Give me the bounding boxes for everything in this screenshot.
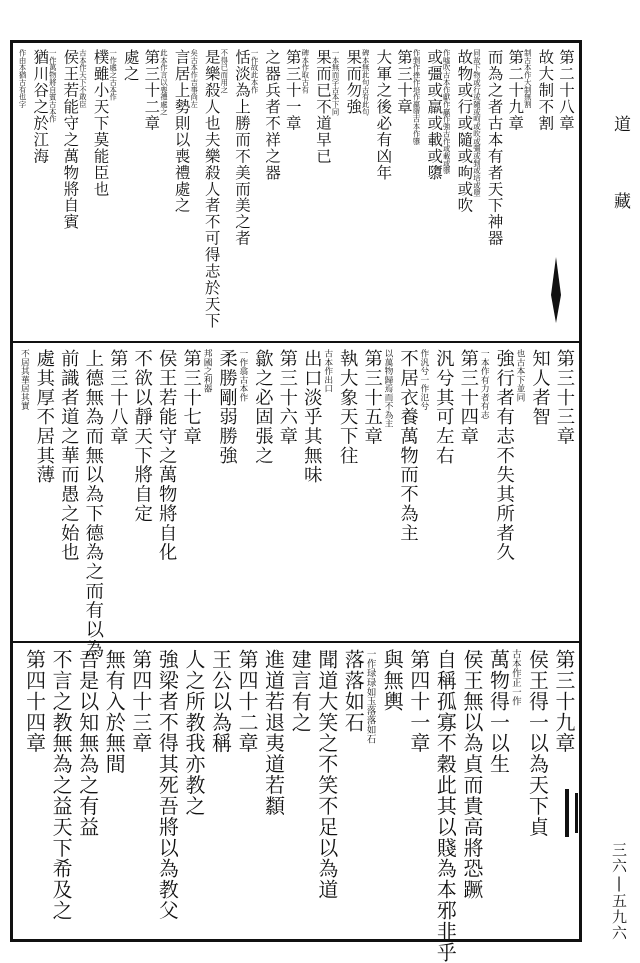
annotation-column: 一本作有力者有志: [479, 349, 490, 419]
chapter-heading: 第四十三章: [128, 649, 152, 754]
text-column: 自稱孤寡不穀此其以賤為本邪非乎: [433, 649, 457, 963]
annotation-column: 作噓吹古本作獻作贏作強古作或載或隳: [442, 49, 452, 175]
text-column: 故大制不割: [536, 49, 555, 132]
annotation-column: 矣古本作吉事尚左: [190, 49, 200, 108]
annotation-column: 制古本作大制無割: [523, 49, 533, 108]
annotation-column: 作剉作挫作培作羸墮古本作隳: [412, 49, 422, 145]
text-column: 與無輿: [380, 649, 404, 712]
annotation-column: 一作琭琭如玉落落如石: [364, 649, 376, 744]
annotation-column: 古本作天下不敢臣: [78, 49, 88, 108]
text-column: 汎兮其可左右: [433, 349, 455, 466]
annotation-column: 古本作正一作: [509, 649, 521, 706]
text-column: 不言之教無為之益天下希及之: [49, 649, 73, 921]
text-column: 萬物得一以生: [486, 649, 510, 775]
text-column: 不居衣養萬物而不為主: [397, 349, 419, 543]
text-column: 王公以為稱: [208, 649, 232, 754]
text-column: 歙之必固張之: [252, 349, 274, 466]
decorative-flourish-icon: [547, 255, 565, 325]
annotation-column: 古本作出口: [322, 349, 333, 393]
annotation-column: 此本作言以喪禮處之: [159, 49, 169, 116]
chapter-heading: 第三十七章: [180, 349, 202, 446]
page-number: 三六|五九六: [610, 842, 628, 941]
chapter-heading: 第三十八章: [107, 349, 129, 446]
text-column: 恬淡為上勝而不美而美之者: [232, 49, 251, 247]
chapter-heading: 第三十一章: [283, 49, 302, 132]
page-frame: [10, 40, 582, 963]
chapter-heading: 第三十九章: [551, 649, 575, 754]
annotation-column: 作汎兮一作氾兮: [418, 349, 429, 411]
text-column: 執大象天下往: [337, 349, 359, 466]
text-column: 侯王得一以為天下貞: [525, 649, 549, 838]
annotation-column: 一作故此本作: [250, 49, 260, 94]
book-title: 道 藏: [610, 115, 630, 229]
annotation-column: 以萬物歸焉而不為主: [383, 349, 394, 428]
text-column: 上德無為而無以為下德為之而有以為: [82, 349, 104, 659]
chapter-heading: 第三十章: [394, 49, 413, 115]
text-column: 果而勿強: [344, 49, 363, 115]
text-column: 而為之者古本有者天下神器: [485, 49, 504, 247]
annotation-column: 碑本作取古有: [301, 49, 311, 94]
text-panel-bottom: [17, 643, 577, 963]
chapter-heading: 第四十四章: [22, 649, 46, 754]
annotation-column: 不居其華居其實: [19, 349, 30, 411]
chapter-heading: 第三十三章: [553, 349, 575, 446]
text-column: 侯王若能守之萬物將自化: [156, 349, 178, 562]
text-column: 吾是以知無為之有益: [75, 649, 99, 838]
text-column: 或彊或羸或載或隳: [425, 49, 444, 181]
text-column: 進道若退夷道若纇: [261, 649, 285, 817]
text-column: 建言有之: [288, 649, 312, 733]
annotation-column: 同故下物或行或隨或呴或吹或彊或剉或培或墮: [472, 49, 482, 197]
annotation-column: 碑本無此句古有此句: [361, 49, 371, 116]
annotation-column: 一作處之古本作: [109, 49, 119, 101]
text-column: 第二十八章: [556, 49, 575, 132]
text-column: 處之: [121, 49, 140, 82]
text-panel-middle: [17, 343, 577, 659]
text-column: 樸雖小天下莫能臣也: [91, 49, 110, 198]
text-column: 大軍之後必有凶年: [374, 49, 393, 181]
chapter-heading: 第三十四章: [457, 349, 479, 446]
annotation-column: 一作萬物將自賓古本作: [48, 49, 58, 123]
annotation-column: 作由本猶古有也字: [18, 49, 28, 108]
text-column: 人之所教我亦教之: [181, 649, 205, 817]
tab-marker-icon: [561, 783, 587, 843]
chapter-heading: 第二十九章: [506, 49, 525, 132]
text-column: 強行者有志不失其所者久: [493, 349, 515, 562]
text-column: 言居上勢則以喪禮處之: [172, 49, 191, 214]
text-column: 落落如石: [341, 649, 365, 733]
text-column: 果而已不道早已: [313, 49, 332, 165]
text-column: 知人者智: [529, 349, 551, 427]
chapter-heading: 第四十二章: [235, 649, 259, 754]
text-column: 出口淡乎其無味: [301, 349, 323, 485]
chapter-heading: 第四十一章: [406, 649, 430, 754]
text-column: 柔勝剛弱勝強: [216, 349, 238, 466]
text-column: 處其厚不居其薄: [33, 349, 55, 485]
chapter-heading: 第三十五章: [361, 349, 383, 446]
text-panel-top: [17, 43, 577, 339]
annotation-column: 也古本下並同: [515, 349, 526, 402]
text-column: 侯王無以為貞而貴高將恐蹶: [459, 649, 483, 901]
text-column: 猶川谷之於江海: [31, 49, 50, 165]
chapter-heading: 第三十六章: [276, 349, 298, 446]
annotation-column: 邦國之利器: [202, 349, 213, 393]
text-column: 強梁者不得其死吾將以為教父: [155, 649, 179, 921]
text-column: 前識者道之華而愚之始也: [58, 349, 80, 562]
annotation-column: 不得已而用之: [220, 49, 230, 94]
annotation-column: 一本無而字古本下同: [331, 49, 341, 116]
text-column: 故物或行或隨或呴或吹: [455, 49, 474, 214]
text-column: 是樂殺人也夫樂殺人者不可得志於天下: [202, 49, 221, 329]
text-column: 聞道大笑之不笑不足以為道: [314, 649, 338, 901]
text-column: 無有入於無間: [102, 649, 126, 775]
text-column: 之器兵者不祥之器: [263, 49, 282, 181]
chapter-heading: 第三十二章: [142, 49, 161, 132]
annotation-column: 一作翕古本作: [237, 349, 248, 402]
text-column: 侯王若能守之萬物將自賓: [61, 49, 80, 231]
text-column: 不欲以靜天下將自定: [131, 349, 153, 524]
